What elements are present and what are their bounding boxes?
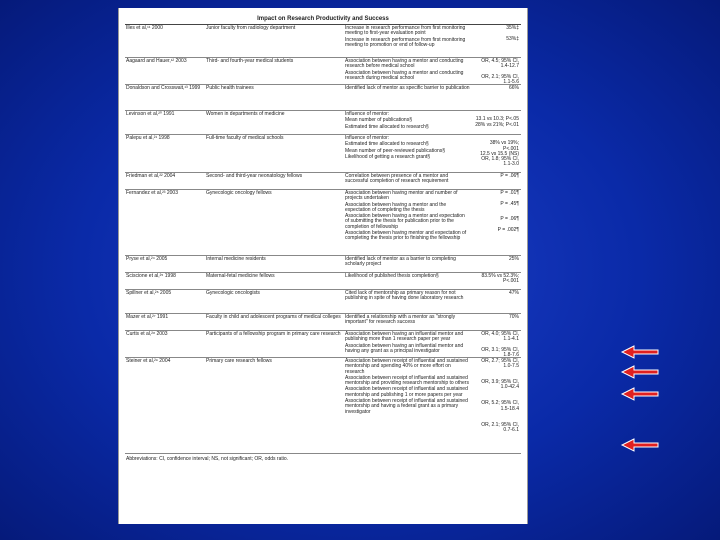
study-cell: Levinson et al,²⁰ 1991 [126,111,175,117]
study-cell: Fernandez et al,²³ 2003 [126,190,178,196]
result-cell: 13.1 vs 10.3; P<.05 28% vs 21%; P<.01 [475,116,519,128]
result-cell: 38% vs 19%; P<.001 12.5 vs 15.5 (NS) OR, 1.8; 95% CI, 1.1-3.0 [480,140,519,168]
result-cell: P = .06¶ [500,173,519,179]
study-cell: Spillner et al,²⁶ 2005 [126,290,172,296]
outcome-item: Association between having mentor and number of projects undertaken [345,190,458,202]
study-cell: Donaldson and Crosswait,¹³ 1999 [126,85,201,91]
outcome-cell [345,59,473,83]
outcome-item: Association between having mentor and expectation of completing the thesis prior to finishing the fellowship [345,230,467,242]
outcome-item: Mean number of publications§ [345,117,412,124]
outcome-item: Association between having a mentor and conducting research before medical school [345,58,464,70]
table-row [125,256,521,273]
study-cell: Illes et al,¹¹ 2000 [126,25,163,31]
outcome-item: Mean number of peer-reviewed publications§ [345,147,446,154]
outcome-item: Identified lack of mentor as a barrier to completing scholarly project [345,256,456,268]
table-row [125,25,521,58]
table-title: Impact on Research Productivity and Success [125,8,521,25]
population-cell: Public health trainees [206,85,254,91]
outcome-cell [345,26,473,56]
study-cell: Steiner et al,²⁹ 2004 [126,358,171,364]
study-cell: Curtis et al,²⁸ 2003 [126,331,168,337]
population-cell: Gynecologic oncologists [206,290,260,296]
red-arrow-icon [620,387,660,401]
red-arrow-icon [620,438,660,452]
outcome-cell [345,359,473,452]
table-footnote: Abbreviations: CI, confidence interval; NS, not significant; OR, odds ratio. [126,456,289,462]
outcome-item: Correlation between presence of a mentor and successful completion of research requirement [345,173,449,185]
outcome-item: Increase in research performance from first monitoring meeting to first-year evaluation point [345,25,466,37]
result-cell: OR, 4.5; 95% CI, 1.4-12.7 OR, 2.1; 95% CI, 1.1-5.6 [481,58,519,85]
result-cell: OR, 2.7; 95% CI, 1.0-7.5 OR, 3.9; 95% CI, 1.0-42.4 OR, 5.2; 95% CI, 1.5-18.4 OR, 2.1; 95% CI, 0.7-6.1 [481,358,519,433]
outcome-item: Association between having an influential mentor and publishing more than 1 research paper per year [345,331,464,343]
table-row [125,135,521,173]
result-cell: 66% [508,85,519,91]
outcome-item: Association between having a mentor and the expectation of completing the thesis [345,201,447,213]
result-cell: 70% [508,314,519,320]
table-body [125,25,521,454]
outcome-cell [345,274,473,288]
population-cell: Full-time faculty of medical schools [206,135,284,141]
population-cell: Maternal-fetal medicine fellows [206,273,275,279]
study-cell: Friedman et al,²² 2004 [126,173,176,179]
outcome-cell [345,136,473,171]
table-row [125,290,521,314]
outcome-item: Identified lack of mentor as specific barrier to publication [345,85,470,91]
outcome-item: Association between having an influential mentor and having any grant as a principal investigator [345,342,464,354]
outcome-cell [345,191,473,254]
outcome-item: Cited lack of mentorship as primary reason for not publishing in spite of having done laboratory research [345,290,464,302]
outcome-item: Association between receipt of influential and sustained mentorship and providing research mentorship to others [345,374,469,387]
red-arrow-icon [620,365,660,379]
table-row [125,173,521,190]
table-row [125,358,521,454]
outcome-cell [345,315,473,329]
red-arrow-icon [620,345,660,359]
population-cell: Third- and fourth-year medical students [206,58,294,64]
population-cell: Participants of a fellowship program in primary care research [206,331,341,337]
outcome-item: Increase in research performance from first monitoring meeting to promotion or end of follow-up [345,36,466,48]
result-cell: 35%‡ 53%‡ [506,25,519,42]
population-cell: Women in departments of medicine [206,111,285,117]
outcome-cell [345,291,473,312]
population-cell: Gynecologic oncology fellows [206,190,272,196]
document-page [118,8,528,524]
study-cell: Pryse et al,²⁴ 2005 [126,256,168,262]
result-cell: 25% [508,256,519,262]
population-cell: Second- and third-year neonatology fellows [206,173,303,179]
outcome-item: Influence of mentor: [345,135,390,141]
result-cell: OR, 4.0; 95% CI, 1.1-4.1 OR, 3.1; 95% CI, 1.8-7.6 [481,331,519,358]
table-row [125,331,521,358]
outcome-item: Influence of mentor: [345,111,390,117]
outcome-cell [345,174,473,188]
study-cell: Aagaard and Hauer,¹² 2003 [126,58,187,64]
outcome-cell [345,332,473,356]
outcome-cell [345,257,473,271]
table-row [125,111,521,135]
outcome-item: Association between having a mentor and conducting research during medical school [345,69,464,81]
outcome-item: Estimated time allocated to research§ [345,123,429,130]
table-row [125,190,521,256]
study-cell: Mazer et al,²⁷ 1991 [126,314,169,320]
table-row [125,58,521,85]
population-cell: Internal medicine residents [206,256,266,262]
population-cell: Junior faculty from radiology department [206,25,296,31]
table-row [125,85,521,111]
study-cell: Palepu et al,²¹ 1998 [126,135,170,141]
outcome-item: Likelihood of getting a research grant§ [345,153,431,160]
outcome-item: Estimated time allocated to research§ [345,141,429,148]
population-cell: Primary care research fellows [206,358,272,364]
population-cell: Faculty in child and adolescent programs of medical colleges [206,314,341,320]
result-cell: 47% [508,290,519,296]
outcome-item: Association between having a mentor and expectation of submitting the thesis for publication prior to the completion of fellowship [345,213,465,230]
outcome-item: Likelihood of published thesis completion§ [345,273,439,279]
outcome-item: Identified a relationship with a mentor as "strongly important" for research success [345,314,456,326]
outcome-cell [345,86,473,109]
result-cell: P = .01¶ P = .45¶ P = .06¶ P = .002¶ [497,190,519,234]
outcome-item: Association between receipt of influential and sustained mentorship and spending 40% or more effort on research [345,358,468,375]
table-row [125,273,521,290]
outcome-item: Association between receipt of influential and sustained mentorship and having a federal grant as a primary investigator [345,398,468,415]
table-row [125,314,521,331]
outcome-cell [345,112,473,133]
outcome-item: Association between receipt of influential and sustained mentorship and publishing 1 or more papers per year [345,386,468,398]
study-cell: Sciscione et al,²⁵ 1998 [126,273,176,279]
result-cell: 83.5% vs 52.3%; P<.001 [481,273,519,285]
